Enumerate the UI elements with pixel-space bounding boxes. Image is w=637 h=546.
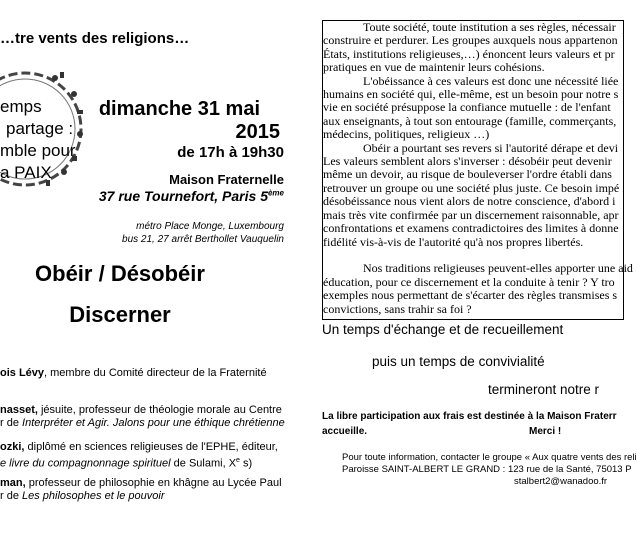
speaker-3-work — [0, 454, 252, 471]
text-line: humains en société qui, elle-même, est un besoin pour notre s — [323, 87, 619, 102]
event-year: 2015 — [235, 121, 280, 143]
speaker-name: man, — [0, 477, 26, 489]
program-conviviality: puis un temps de convivialité — [372, 354, 545, 369]
venue-name: Maison Fraternelle — [169, 172, 284, 187]
speaker-desc: diplômé en sciences religieuses de l'EPHE, éditeur, — [24, 441, 278, 453]
speaker-work-end: s) — [239, 457, 253, 470]
intro-text-box — [322, 20, 633, 320]
flyer-header-title: …tre vents des religions… — [0, 30, 190, 47]
logo-text-line: a PAIX — [0, 163, 52, 182]
text-line: retrouver un groupe ou une société plus juste. Ce besoin impé — [323, 180, 620, 195]
venue-address — [99, 188, 284, 204]
venue-address-text: 37 rue Tournefort, Paris 5 — [98, 188, 268, 204]
text-line: L'obéissance à ces valeurs est donc une nécessité liée — [363, 73, 619, 88]
speaker-3 — [0, 441, 278, 454]
text-line: éducation, pour ce discernement et la conduite à tenir ? Y tro — [323, 274, 615, 289]
speaker-desc: jésuite, professeur de théologie morale au Centre — [37, 404, 282, 416]
speaker-4-work — [0, 490, 165, 503]
program-finish: termineront notre r — [488, 382, 600, 397]
event-date: dimanche 31 mai — [98, 98, 260, 120]
logo-text-line: mble pour — [0, 141, 76, 160]
main-title-obeir: Obéir / Désobéir — [35, 261, 205, 286]
text-line: mais très vite confirmée par un discernement raisonnable, apr — [323, 207, 619, 222]
contact-email[interactable]: stalbert2@wanadoo.fr — [514, 476, 608, 487]
venue-address-sup: ème — [267, 188, 284, 198]
text-line: construire et perdurer. Les groupes auxquels nous appartenon — [323, 33, 618, 48]
speaker-work-sup: e — [236, 457, 240, 464]
main-title-discerner: Discerner — [69, 302, 171, 327]
text-line: pratiques en vue de maintenir leurs cohésions. — [323, 60, 545, 75]
speaker-4 — [0, 477, 282, 490]
participation-note-end: accueille. — [322, 426, 368, 437]
contact-address: Paroisse SAINT-ALBERT LE GRAND : 123 rue de la Santé, 75013 P — [342, 464, 632, 475]
speaker-desc: professeur de philosophie en khâgne au Lycée Paul — [25, 477, 282, 489]
text-line: même un devoir, au risque de bouleverser l'ordre établi dans — [323, 167, 612, 182]
text-line: exemples nous permettant de s'écarter des règles transmises s — [323, 288, 618, 303]
text-line: convictions, sans trahir sa foi ? — [323, 301, 472, 316]
speaker-work-title: e livre du compagnonnage spirituel — [0, 457, 171, 470]
text-line: médecins, politiques, religieux …) — [323, 127, 490, 142]
speaker-work-title: Interpréter et Agir. Jalons pour une éthique chrétienne — [22, 417, 285, 429]
text-line: vie en société présuppose la confiance mutuelle : de l'enfant — [323, 100, 611, 115]
speaker-2 — [0, 404, 282, 417]
speaker-name: ozki, — [0, 441, 25, 453]
text-line: désobéissance nous vient alors de notre conscience, d'abord i — [323, 194, 616, 209]
speaker-work-suffix: de Sulami, X — [170, 457, 237, 470]
speaker-name: ois Lévy — [0, 367, 45, 379]
speaker-2-work — [0, 417, 285, 430]
logo-text-line: emps — [0, 97, 42, 116]
text-line — [323, 249, 623, 262]
text-line: États, institutions religieuses,…) énoncent leurs valeurs et pr — [323, 46, 615, 61]
speaker-desc: , membre du Comité directeur de la Fraternité — [44, 367, 267, 379]
speaker-work-title: Les philosophes et le pouvoir — [22, 490, 165, 502]
speaker-name: nasset, — [0, 404, 38, 416]
logo-text-line: partage : — [6, 119, 74, 138]
text-line: Les valeurs semblent alors s'inverser : désobéir peut devenir — [323, 154, 612, 169]
text-line: fidélité vis-à-vis de l'autorité qu'à nos propres libertés. — [323, 234, 584, 249]
transit-info-metro: métro Place Monge, Luxembourg — [136, 221, 284, 232]
contact-line: Pour toute information, contacter le groupe « Aux quatre vents des reli — [342, 452, 637, 463]
text-line: Nos traditions religieuses peuvent-elles apporter une aid — [363, 261, 633, 276]
speaker-work-prefix: r de — [0, 490, 23, 502]
text-line: Toute société, toute institution a ses règles, nécessair — [363, 20, 616, 34]
text-line: aux enseignants, à tout son entourage (famille, commerçants, — [323, 113, 617, 128]
thanks-note: Merci ! — [529, 426, 562, 437]
event-time: de 17h à 19h30 — [177, 144, 284, 161]
speaker-1 — [0, 367, 267, 380]
program-exchange: Un temps d'échange et de recueillement — [322, 322, 564, 337]
text-line: Obéir a pourtant ses revers si l'autorité dérape et devi — [363, 140, 619, 155]
speaker-work-prefix: r de — [0, 417, 23, 429]
text-line: confrontations et examens contradictoires des limites à donne — [323, 221, 619, 236]
participation-note: La libre participation aux frais est destinée à la Maison Fraterr — [322, 411, 617, 422]
transit-info-bus: bus 21, 27 arrêt Berthollet Vauquelin — [122, 234, 284, 245]
